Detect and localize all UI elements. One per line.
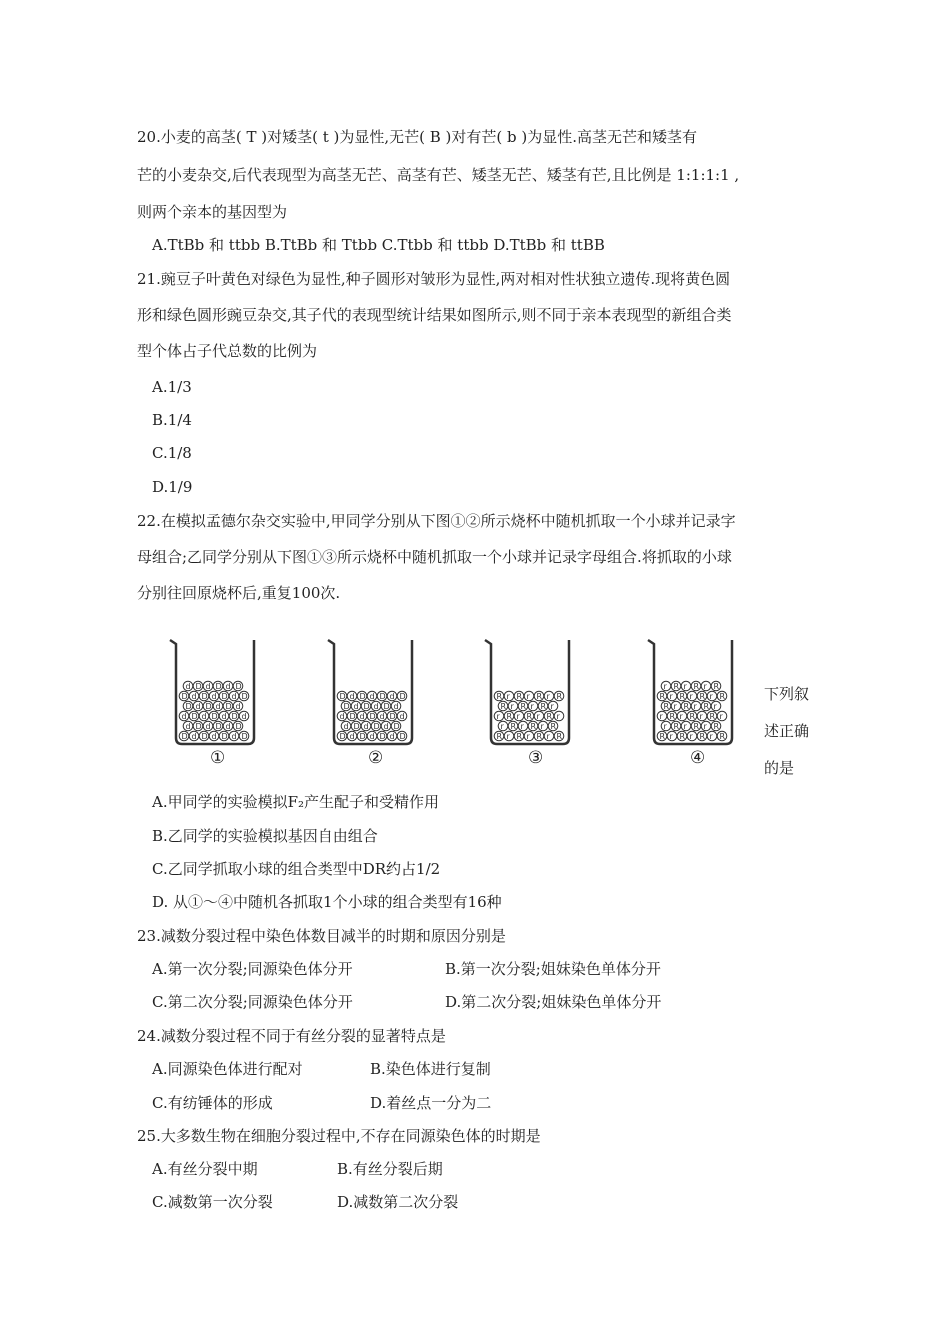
q22-line3: 分别往回原烧杯后,重复100次. [137, 584, 341, 602]
ball-letter: d [181, 712, 187, 721]
ball-letter: d [349, 732, 355, 741]
ball-letter: R [669, 712, 676, 721]
ball-letter: d [369, 732, 375, 741]
ball-letter: d [205, 682, 211, 691]
q21-line3: 型个体占子代总数的比例为 [137, 342, 318, 360]
q23-option-c: C.第二次分裂;同源染色体分开 [152, 993, 353, 1011]
q24-line1: 24.减数分裂过程不同于有丝分裂的显著特点是 [137, 1027, 446, 1045]
ball-letter: D [343, 702, 350, 711]
q20-line3: 则两个亲本的基因型为 [137, 203, 288, 221]
ball-letter: d [369, 692, 375, 701]
ball-letter: D [185, 702, 192, 711]
ball-letter: d [191, 692, 197, 701]
ball-letter: r [719, 712, 723, 721]
ball-letter: r [546, 692, 550, 701]
ball-letter: R [516, 692, 523, 701]
ball-letter: d [185, 722, 191, 731]
ball-letter: d [231, 692, 237, 701]
ball-letter: R [556, 692, 563, 701]
q21-line2: 形和绿色圆形豌豆杂交,其子代的表现型统计结果如图所示,则不同于亲本表现型的新组合类 [137, 306, 732, 324]
ball-letter: r [669, 732, 673, 741]
ball-letter: r [536, 712, 540, 721]
ball-letter: d [359, 712, 365, 721]
ball-letter: r [699, 712, 703, 721]
q22-option-c: C.乙同学抓取小球的组合类型中DR约占1/2 [152, 860, 441, 878]
ball-letter: r [709, 732, 713, 741]
beaker-1 [170, 640, 254, 744]
q22-line1: 22.在模拟孟德尔杂交实验中,甲同学分别从下图①②所示烧杯中随机抓取一个小球并记录字 [137, 512, 736, 530]
ball-letter: R [679, 732, 686, 741]
ball-letter: D [383, 702, 390, 711]
ball-letter: D [241, 692, 248, 701]
q23-option-b: B.第一次分裂;姐妹染色单体分开 [445, 960, 661, 978]
q21-option-a: A.1/3 [152, 378, 192, 396]
ball-letter: r [556, 712, 560, 721]
q25-option-d: D.减数第二次分裂 [337, 1193, 459, 1211]
beaker-label-4: ④ [690, 748, 706, 768]
beaker-4 [648, 640, 732, 744]
q24-option-a: A.同源染色体进行配对 [152, 1060, 303, 1078]
ball-letter: D [373, 722, 380, 731]
ball-letter: R [659, 692, 666, 701]
beaker-2 [328, 640, 412, 744]
ball-letter: D [225, 702, 232, 711]
ball-letter: R [550, 722, 557, 731]
ball-letter: D [359, 692, 366, 701]
ball-letter: d [339, 712, 345, 721]
ball-letter: r [689, 732, 693, 741]
ball-letter: R [693, 722, 700, 731]
ball-letter: D [393, 722, 400, 731]
ball-letter: D [379, 732, 386, 741]
ball-letter: D [181, 732, 188, 741]
ball-letter: d [191, 732, 197, 741]
ball-letter: d [231, 732, 237, 741]
ball-letter: R [679, 692, 686, 701]
ball-letter: d [393, 702, 399, 711]
ball-letter: d [225, 722, 231, 731]
ball-letter: R [506, 712, 513, 721]
q20-line1: 20.小麦的高茎( T )对矮茎( t )为显性,无芒( B )对有芒( b )为显性.高茎无芒和矮茎有 [137, 128, 698, 146]
ball-letter: r [526, 732, 530, 741]
ball-letter: R [536, 692, 543, 701]
q25-line1: 25.大多数生物在细胞分裂过程中,不存在同源染色体的时期是 [137, 1127, 541, 1145]
ball-letter: d [389, 692, 395, 701]
ball-letter: R [520, 702, 527, 711]
ball-letter: R [663, 702, 670, 711]
q25-option-b: B.有丝分裂后期 [337, 1160, 443, 1178]
ball-letter: D [363, 702, 370, 711]
ball-letter: d [221, 712, 227, 721]
ball-letter: R [719, 732, 726, 741]
ball-letter: d [211, 732, 217, 741]
ball-letter: D [221, 692, 228, 701]
ball-letter: R [526, 712, 533, 721]
ball-letter: r [663, 682, 667, 691]
ball-letter: R [709, 712, 716, 721]
ball-letter: D [195, 722, 202, 731]
ball-letter: r [659, 712, 663, 721]
ball-letter: D [241, 732, 248, 741]
ball-letter: r [516, 712, 520, 721]
ball-letter: r [669, 692, 673, 701]
ball-letter: R [540, 702, 547, 711]
ball-letter: d [235, 702, 241, 711]
ball-letter: R [496, 732, 503, 741]
ball-letter: r [546, 732, 550, 741]
q20-line2: 芒的小麦杂交,后代表现型为高茎无芒、高茎有芒、矮茎无芒、矮茎有芒,且比例是 1:1:1:1 , [137, 166, 740, 184]
q24-option-c: C.有纺锤体的形成 [152, 1094, 273, 1112]
ball-letter: R [699, 692, 706, 701]
ball-letter: D [369, 712, 376, 721]
q23-option-a: A.第一次分裂;同源染色体分开 [152, 960, 353, 978]
ball-letter: d [195, 702, 201, 711]
ball-letter: r [530, 702, 534, 711]
ball-letter: d [241, 712, 247, 721]
ball-letter: r [673, 702, 677, 711]
q24-option-d: D.着丝点一分为二 [370, 1094, 492, 1112]
ball-letter: R [713, 722, 720, 731]
ball-letter: D [215, 722, 222, 731]
beaker-label-2: ② [368, 748, 384, 768]
ball-letter: D [215, 682, 222, 691]
q21-option-b: B.1/4 [152, 411, 192, 429]
ball-letter: D [389, 712, 396, 721]
ball-letter: d [205, 722, 211, 731]
ball-letter: r [703, 722, 707, 731]
ball-letter: d [215, 702, 221, 711]
beaker-label-1: ① [210, 748, 226, 768]
ball-letter: R [683, 702, 690, 711]
ball-letter: D [201, 732, 208, 741]
ball-letter: D [353, 722, 360, 731]
ball-letter: R [689, 712, 696, 721]
ball-letter: r [500, 722, 504, 731]
ball-letter: R [673, 722, 680, 731]
ball-letter: D [235, 682, 242, 691]
q22-side-text-1: 下列叙 [764, 685, 810, 703]
ball-letter: d [379, 712, 385, 721]
ball-letter: D [399, 732, 406, 741]
q23-option-d: D.第二次分裂;姐妹染色单体分开 [445, 993, 662, 1011]
beaker-label-3: ③ [528, 748, 544, 768]
ball-letter: d [373, 702, 379, 711]
ball-letter: r [663, 722, 667, 731]
ball-letter: R [510, 722, 517, 731]
ball-letter: r [526, 692, 530, 701]
ball-letter: D [221, 732, 228, 741]
ball-letter: r [506, 692, 510, 701]
q21-option-c: C.1/8 [152, 444, 192, 462]
ball-letter: r [540, 722, 544, 731]
ball-letter: R [719, 692, 726, 701]
q22-option-d: D. 从①～④中随机各抓取1个小球的组合类型有16种 [152, 893, 502, 911]
q22-option-b: B.乙同学的实验模拟基因自由组合 [152, 827, 378, 845]
ball-letter: r [510, 702, 514, 711]
ball-letter: D [211, 712, 218, 721]
ball-letter: r [689, 692, 693, 701]
q25-option-a: A.有丝分裂中期 [152, 1160, 258, 1178]
ball-letter: D [359, 732, 366, 741]
ball-letter: D [339, 732, 346, 741]
ball-letter: d [399, 712, 405, 721]
ball-letter: D [339, 692, 346, 701]
ball-letter: R [556, 732, 563, 741]
ball-letter: D [235, 722, 242, 731]
q24-option-b: B.染色体进行复制 [370, 1060, 491, 1078]
ball-letter: r [679, 712, 683, 721]
ball-letter: r [709, 692, 713, 701]
q25-option-c: C.减数第一次分裂 [152, 1193, 273, 1211]
ball-letter: R [713, 682, 720, 691]
ball-letter: R [693, 682, 700, 691]
ball-letter: R [659, 732, 666, 741]
ball-letter: R [546, 712, 553, 721]
q23-line1: 23.减数分裂过程中染色体数目减半的时期和原因分别是 [137, 927, 506, 945]
ball-letter: d [211, 692, 217, 701]
ball-letter: d [225, 682, 231, 691]
ball-letter: D [349, 712, 356, 721]
q20-options: A.TtBb 和 ttbb B.TtBb 和 Ttbb C.Ttbb 和 ttbb D.TtBb 和 ttBB [152, 236, 605, 254]
q21-option-d: D.1/9 [152, 478, 193, 496]
ball-letter: r [683, 682, 687, 691]
ball-letter: R [500, 702, 507, 711]
q22-side-text-3: 的是 [764, 759, 795, 777]
ball-letter: r [496, 712, 500, 721]
ball-letter: r [550, 702, 554, 711]
ball-letter: R [699, 732, 706, 741]
ball-letter: r [683, 722, 687, 731]
ball-letter: R [516, 732, 523, 741]
q22-side-text-2: 述正确 [764, 722, 810, 740]
ball-letter: d [201, 712, 207, 721]
ball-letter: r [703, 682, 707, 691]
q21-line1: 21.豌豆子叶黄色对绿色为显性,种子圆形对皱形为显性,两对相对性状独立遗传.现将黄色圆 [137, 270, 731, 288]
ball-letter: R [496, 692, 503, 701]
beaker-3 [485, 640, 569, 744]
ball-letter: r [693, 702, 697, 711]
ball-letter: d [343, 722, 349, 731]
ball-letter: r [520, 722, 524, 731]
beaker-figure [160, 630, 760, 770]
ball-letter: d [185, 682, 191, 691]
ball-letter: D [195, 682, 202, 691]
ball-letter: D [205, 702, 212, 711]
ball-letter: r [506, 732, 510, 741]
ball-letter: R [673, 682, 680, 691]
q22-line2: 母组合;乙同学分别从下图①③所示烧杯中随机抓取一个小球并记录字母组合.将抓取的小球 [137, 548, 732, 566]
ball-letter: d [363, 722, 369, 731]
ball-letter: d [349, 692, 355, 701]
ball-letter: D [191, 712, 198, 721]
ball-letter: r [713, 702, 717, 711]
ball-letter: D [231, 712, 238, 721]
ball-letter: D [201, 692, 208, 701]
ball-letter: R [536, 732, 543, 741]
ball-letter: D [181, 692, 188, 701]
ball-letter: d [389, 732, 395, 741]
ball-letter: D [379, 692, 386, 701]
ball-letter: d [383, 722, 389, 731]
q22-option-a: A.甲同学的实验模拟F₂产生配子和受精作用 [152, 793, 440, 811]
ball-letter: d [353, 702, 359, 711]
ball-letter: R [530, 722, 537, 731]
ball-letter: R [703, 702, 710, 711]
ball-letter: D [399, 692, 406, 701]
